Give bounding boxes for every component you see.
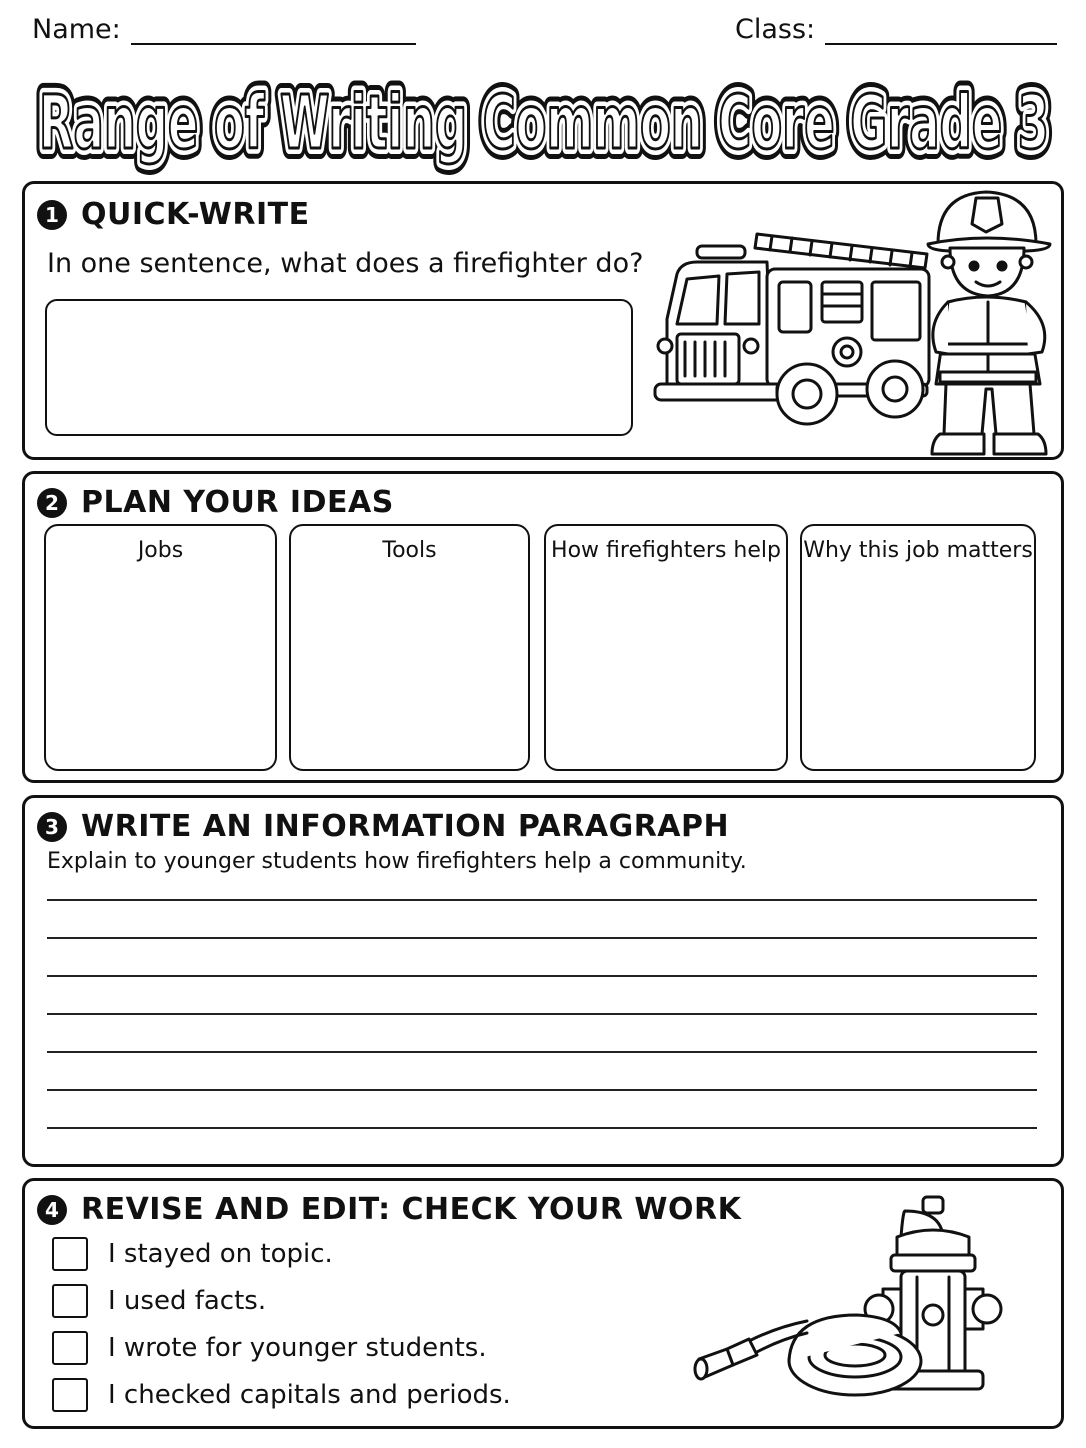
plan-box-label: Jobs xyxy=(137,538,184,563)
writing-line[interactable] xyxy=(47,937,1037,939)
quick-write-prompt: In one sentence, what does a firefighter do? xyxy=(47,248,644,279)
plan-box-how-firefighters-help[interactable] xyxy=(544,524,788,771)
paragraph-prompt: Explain to younger students how firefighters help a community. xyxy=(47,849,747,874)
writing-line[interactable] xyxy=(47,899,1037,901)
section-number-badge: 2 xyxy=(37,488,67,518)
section-3-header xyxy=(37,809,729,844)
section-information-paragraph xyxy=(22,795,1064,1167)
plan-box-label: Why this job matters xyxy=(803,538,1033,563)
writing-line[interactable] xyxy=(47,1089,1037,1091)
checklist-item xyxy=(52,1378,511,1412)
class-input-line[interactable] xyxy=(825,15,1057,45)
checklist-item-text: I used facts. xyxy=(108,1286,267,1316)
section-plan-ideas xyxy=(22,471,1064,783)
checklist-checkbox[interactable] xyxy=(52,1378,88,1412)
section-quick-write xyxy=(22,181,1064,460)
section-number-badge: 3 xyxy=(37,812,67,842)
checklist-item-text: I wrote for younger students. xyxy=(108,1333,487,1363)
plan-box-jobs[interactable] xyxy=(44,524,277,771)
checklist-checkbox[interactable] xyxy=(52,1331,88,1365)
section-4-header xyxy=(37,1192,741,1227)
fire-hydrant-icon xyxy=(687,1193,1007,1411)
class-label: Class: xyxy=(735,14,816,45)
checklist-item-text: I stayed on topic. xyxy=(108,1239,333,1269)
plan-box-label: Tools xyxy=(382,538,437,563)
plan-box-why-job-matters[interactable] xyxy=(800,524,1036,771)
title-halo: Range of Writing Common Core Grade 3 xyxy=(39,80,1049,166)
name-input-line[interactable] xyxy=(131,15,416,45)
page-title xyxy=(26,62,1062,180)
fire-truck-icon xyxy=(647,224,932,442)
name-field xyxy=(32,14,416,45)
checklist-item xyxy=(52,1237,333,1271)
writing-line[interactable] xyxy=(47,1013,1037,1015)
writing-line[interactable] xyxy=(47,1051,1037,1053)
firefighter-icon xyxy=(918,184,1063,462)
section-title: REVISE AND EDIT: CHECK YOUR WORK xyxy=(81,1192,742,1227)
checklist-checkbox[interactable] xyxy=(52,1237,88,1271)
checklist-item xyxy=(52,1331,487,1365)
section-title: PLAN YOUR IDEAS xyxy=(81,485,394,520)
quick-write-answer-box[interactable] xyxy=(45,299,633,436)
section-title: QUICK-WRITE xyxy=(81,197,310,232)
section-2-header xyxy=(37,485,394,520)
plan-box-label: How firefighters help xyxy=(551,538,781,563)
section-number-badge: 1 xyxy=(37,200,67,230)
title-text: Range of Writing Common Core Grade 3 xyxy=(39,80,1049,166)
checklist-item xyxy=(52,1284,266,1318)
class-field xyxy=(735,14,1057,45)
section-revise-edit xyxy=(22,1178,1064,1429)
section-1-header xyxy=(37,197,310,232)
checklist-item-text: I checked capitals and periods. xyxy=(108,1380,511,1410)
writing-line[interactable] xyxy=(47,975,1037,977)
plan-box-tools[interactable] xyxy=(289,524,530,771)
section-number-badge: 4 xyxy=(37,1195,67,1225)
section-title: WRITE AN INFORMATION PARAGRAPH xyxy=(81,809,730,844)
checklist-checkbox[interactable] xyxy=(52,1284,88,1318)
title-outline: Range of Writing Common Core Grade 3 xyxy=(39,80,1049,166)
writing-line[interactable] xyxy=(47,1127,1037,1129)
name-label: Name: xyxy=(32,14,121,45)
